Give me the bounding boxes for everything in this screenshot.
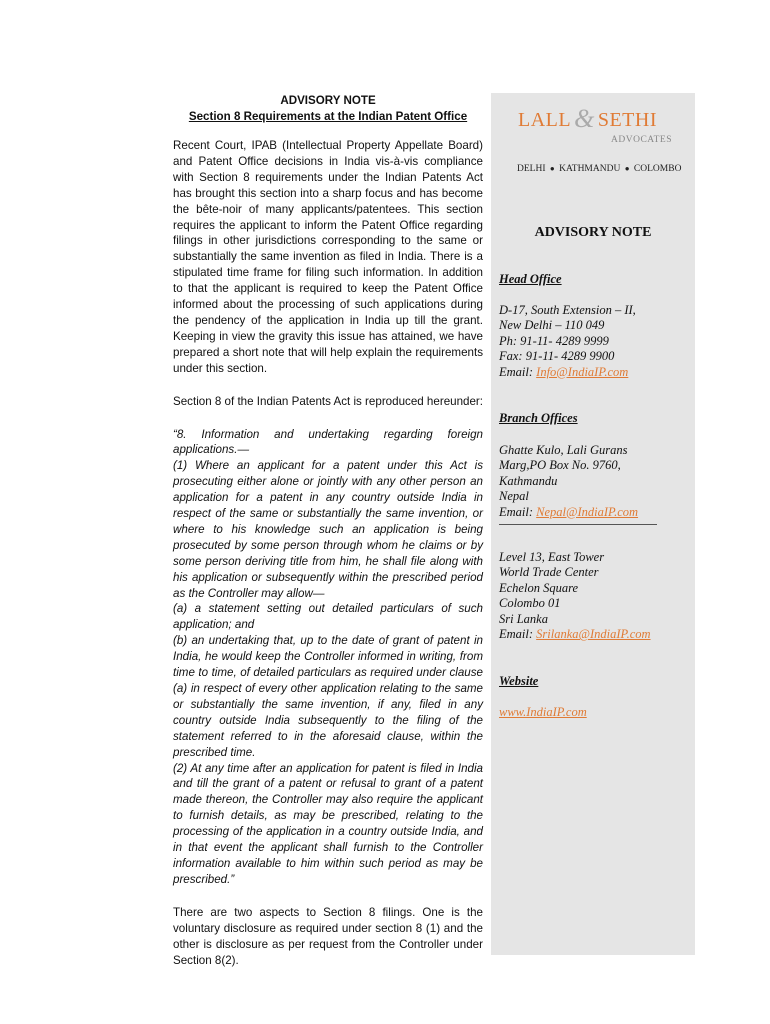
- phone-line: Ph: 91-11- 4289 9999: [499, 333, 609, 348]
- nepal-office-address: [499, 443, 689, 525]
- address-line: Kathmandu: [499, 473, 558, 488]
- logo-sethi: SETHI: [597, 109, 657, 131]
- quote-subsection-1: (1) Where an applicant for a patent under this Act is prosecuting either alone or jointly with any other person an application for a patent in any country outside India in respect of the same or substantially the same invention, or where to his knowledge such an application is being prosecuted by some person through whom he claims or by some person deriving title from him, he shall file along with his application or subsequently within the prescribed period as the Controller may allow—: [173, 459, 483, 600]
- branch-offices-heading: Branch Offices: [499, 411, 578, 425]
- head-office-heading: Head Office: [499, 272, 562, 286]
- address-line: Echelon Square: [499, 580, 579, 595]
- sidebar-advisory-note: ADVISORY NOTE: [534, 225, 652, 240]
- email-label: Email:: [499, 364, 537, 379]
- city-delhi: DELHI: [517, 164, 546, 174]
- city-colombo: COLOMBO: [633, 164, 682, 174]
- website-heading: Website: [499, 674, 539, 688]
- advocates-label: ADVOCATES: [611, 135, 672, 145]
- title-line-2: Section 8 Requirements at the Indian Patent Office: [188, 109, 468, 123]
- email-label: Email:: [499, 627, 537, 642]
- address-line: Ghatte Kulo, Lali Gurans: [499, 443, 628, 457]
- bullet-icon: ●: [624, 164, 630, 173]
- reproduced-paragraph: Section 8 of the Indian Patents Act is reproduced hereunder:: [173, 394, 484, 408]
- divider: [499, 524, 657, 525]
- head-office-address: [499, 303, 689, 380]
- section-8-quote: [173, 427, 483, 888]
- logo-ampersand: &: [574, 104, 595, 133]
- head-office-email-link[interactable]: Info@IndiaIP.com: [536, 364, 629, 379]
- srilanka-office-address: [499, 550, 689, 642]
- address-line: Sri Lanka: [499, 611, 548, 626]
- quote-heading: “8. Information and undertaking regarding foreign applications.—: [173, 427, 483, 457]
- address-line: Nepal: [499, 489, 529, 504]
- firm-logo: [518, 103, 657, 133]
- fax-line: Fax: 91-11- 4289 9900: [499, 349, 615, 364]
- city-kathmandu: KATHMANDU: [559, 164, 621, 174]
- logo-lall: LALL: [518, 109, 572, 131]
- website-link[interactable]: www.IndiaIP.com: [499, 705, 587, 719]
- nepal-email-link[interactable]: Nepal@IndiaIP.com: [536, 504, 639, 519]
- address-line: World Trade Center: [499, 565, 599, 580]
- office-cities: [517, 164, 681, 174]
- address-line: Level 13, East Tower: [499, 550, 605, 564]
- document-title: [173, 93, 483, 124]
- intro-paragraph: Recent Court, IPAB (Intellectual Property Appellate Board) and Patent Office decisions in India vis-à-vis compliance with Section 8 requirements under the Indian Patents Act has brought this section into a sharp focus and has become the bête-noir of many applicants/patentees. This section requires the applicant to inform the Patent Office regarding filings in other jurisdictions corresponding to the same or substantially the same invention as filed in India. There is a stipulated time frame for filing such information. In addition to that the applicant is required to keep the Patent Office informed about the processing of such applications during the pendency of the application in India up till the grant. Keeping in view the gravity this issue has attained, we have prepared a short note that will help explain the requirements under this section.: [173, 139, 483, 375]
- address-line: Colombo 01: [499, 596, 561, 611]
- address-line: Marg,PO Box No. 9760,: [499, 458, 621, 473]
- quote-subsection-2: (2) At any time after an application for patent is filed in India and till the grant of a patent or refusal to grant of a patent made thereon, the Controller may also require the applicant to furnish details, as may be prescribed, relating to the processing of the application in a country outside India, and in that event the applicant shall furnish to the Controller information available to him within such period as may be prescribed.”: [173, 761, 483, 886]
- address-line: New Delhi – 110 049: [499, 318, 605, 333]
- srilanka-email-link[interactable]: Srilanka@IndiaIP.com: [536, 627, 651, 642]
- address-line: D-17, South Extension – II,: [499, 303, 636, 317]
- email-label: Email:: [499, 504, 537, 519]
- email-line: [499, 365, 689, 380]
- sidebar: [491, 93, 695, 955]
- title-line-1: ADVISORY NOTE: [280, 94, 376, 107]
- website-block: [499, 705, 689, 720]
- advisory-body: [173, 93, 483, 968]
- email-line: [499, 505, 689, 520]
- email-line: [499, 627, 689, 642]
- bullet-icon: ●: [549, 164, 555, 173]
- aspects-paragraph: There are two aspects to Section 8 filings. One is the voluntary disclosure as required under section 8 (1) and the other is disclosure as per request from the Controller under Section 8(2).: [173, 905, 483, 967]
- quote-clause-b: (b) an undertaking that, up to the date of grant of patent in India, he would keep the Controller informed in writing, from time to time, of detailed particulars as required under clause (a) in respect of every other application relating to the same or substantially the same invention, if any, filed in any country outside India subsequently to the filing of the statement referred to in the aforesaid clause, within the prescribed time.: [173, 634, 483, 759]
- quote-clause-a: (a) a statement setting out detailed particulars of such application; and: [173, 602, 483, 632]
